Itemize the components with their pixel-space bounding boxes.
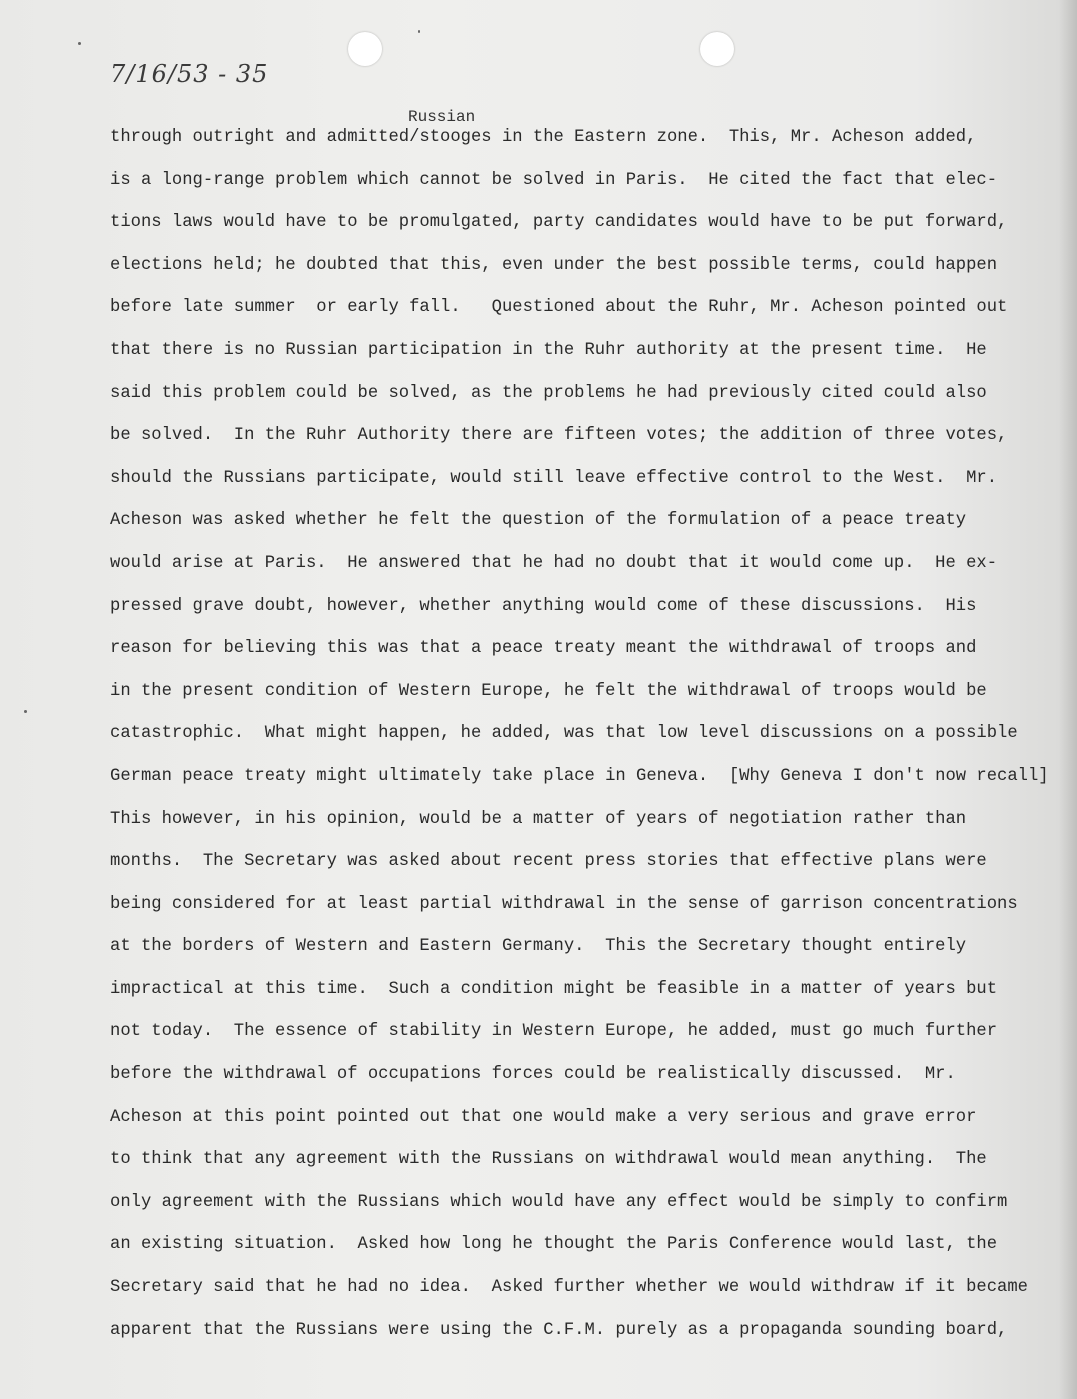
text-line: before the withdrawal of occupations forces could be realistically discussed. Mr. xyxy=(110,1065,956,1085)
punch-hole-right xyxy=(700,32,734,66)
text-line: is a long-range problem which cannot be solved in Paris. He cited the fact that elec- xyxy=(110,170,998,190)
text-line: being considered for at least partial withdrawal in the sense of garrison concentrations xyxy=(110,894,1018,914)
text-line: that there is no Russian participation in the Ruhr authority at the present time. He xyxy=(110,340,987,360)
text-line: said this problem could be solved, as the problems he had previously cited could also xyxy=(110,383,987,403)
text-line: months. The Secretary was asked about recent press stories that effective plans were xyxy=(110,852,987,872)
text-line: in the present condition of Western Europe, he felt the withdrawal of troops would be xyxy=(110,681,987,701)
text-line: German peace treaty might ultimately take place in Geneva. [Why Geneva I don't now recall] xyxy=(110,766,1049,786)
text-line: reason for believing this was that a peace treaty meant the withdrawal of troops and xyxy=(110,639,977,659)
text-line: Secretary said that he had no idea. Asked further whether we would withdraw if it became xyxy=(110,1278,1028,1298)
text-line: not today. The essence of stability in Western Europe, he added, must go much further xyxy=(110,1022,998,1042)
text-line: Acheson at this point pointed out that one would make a very serious and grave error xyxy=(110,1107,977,1127)
text-line: This however, in his opinion, would be a matter of years of negotiation rather than xyxy=(110,809,967,829)
paper-speck xyxy=(418,30,420,33)
page-edge-shadow xyxy=(1059,0,1077,1399)
typed-insertion: Russian xyxy=(408,108,476,126)
text-line: impractical at this time. Such a condition might be feasible in a matter of years but xyxy=(110,979,998,999)
text-line: Acheson was asked whether he felt the question of the formulation of a peace treaty xyxy=(110,511,967,531)
text-line: to think that any agreement with the Russians on withdrawal would mean anything. The xyxy=(110,1150,987,1170)
punch-hole-left xyxy=(348,32,382,66)
text-line: through outright and admitted/stooges in the Eastern zone. This, Mr. Acheson added, xyxy=(110,128,977,147)
body-text xyxy=(110,124,1070,1359)
text-line: catastrophic. What might happen, he added, was that low level discussions on a possible xyxy=(110,724,1018,744)
text-line: an existing situation. Asked how long he thought the Paris Conference would last, the xyxy=(110,1235,998,1255)
text-line: elections held; he doubted that this, even under the best possible terms, could happen xyxy=(110,255,998,275)
text-line: tions laws would have to be promulgated, party candidates would have to be put forward, xyxy=(110,213,1008,233)
handwritten-page-reference: 7/16/53 - 35 xyxy=(110,60,269,88)
text-line: apparent that the Russians were using the C.F.M. purely as a propaganda sounding board, xyxy=(110,1320,1008,1340)
text-line: only agreement with the Russians which would have any effect would be simply to confirm xyxy=(110,1192,1008,1212)
text-line: before late summer or early fall. Questioned about the Ruhr, Mr. Acheson pointed out xyxy=(110,298,1008,318)
text-line: be solved. In the Ruhr Authority there are fifteen votes; the addition of three votes, xyxy=(110,426,1008,446)
text-line: pressed grave doubt, however, whether anything would come of these discussions. His xyxy=(110,596,977,616)
text-line: at the borders of Western and Eastern Germany. This the Secretary thought entirely xyxy=(110,937,967,957)
text-line: should the Russians participate, would still leave effective control to the West. Mr. xyxy=(110,468,998,488)
paper-speck xyxy=(78,42,81,45)
paper-speck xyxy=(24,710,27,713)
text-line: would arise at Paris. He answered that he had no doubt that it would come up. He ex- xyxy=(110,553,998,573)
